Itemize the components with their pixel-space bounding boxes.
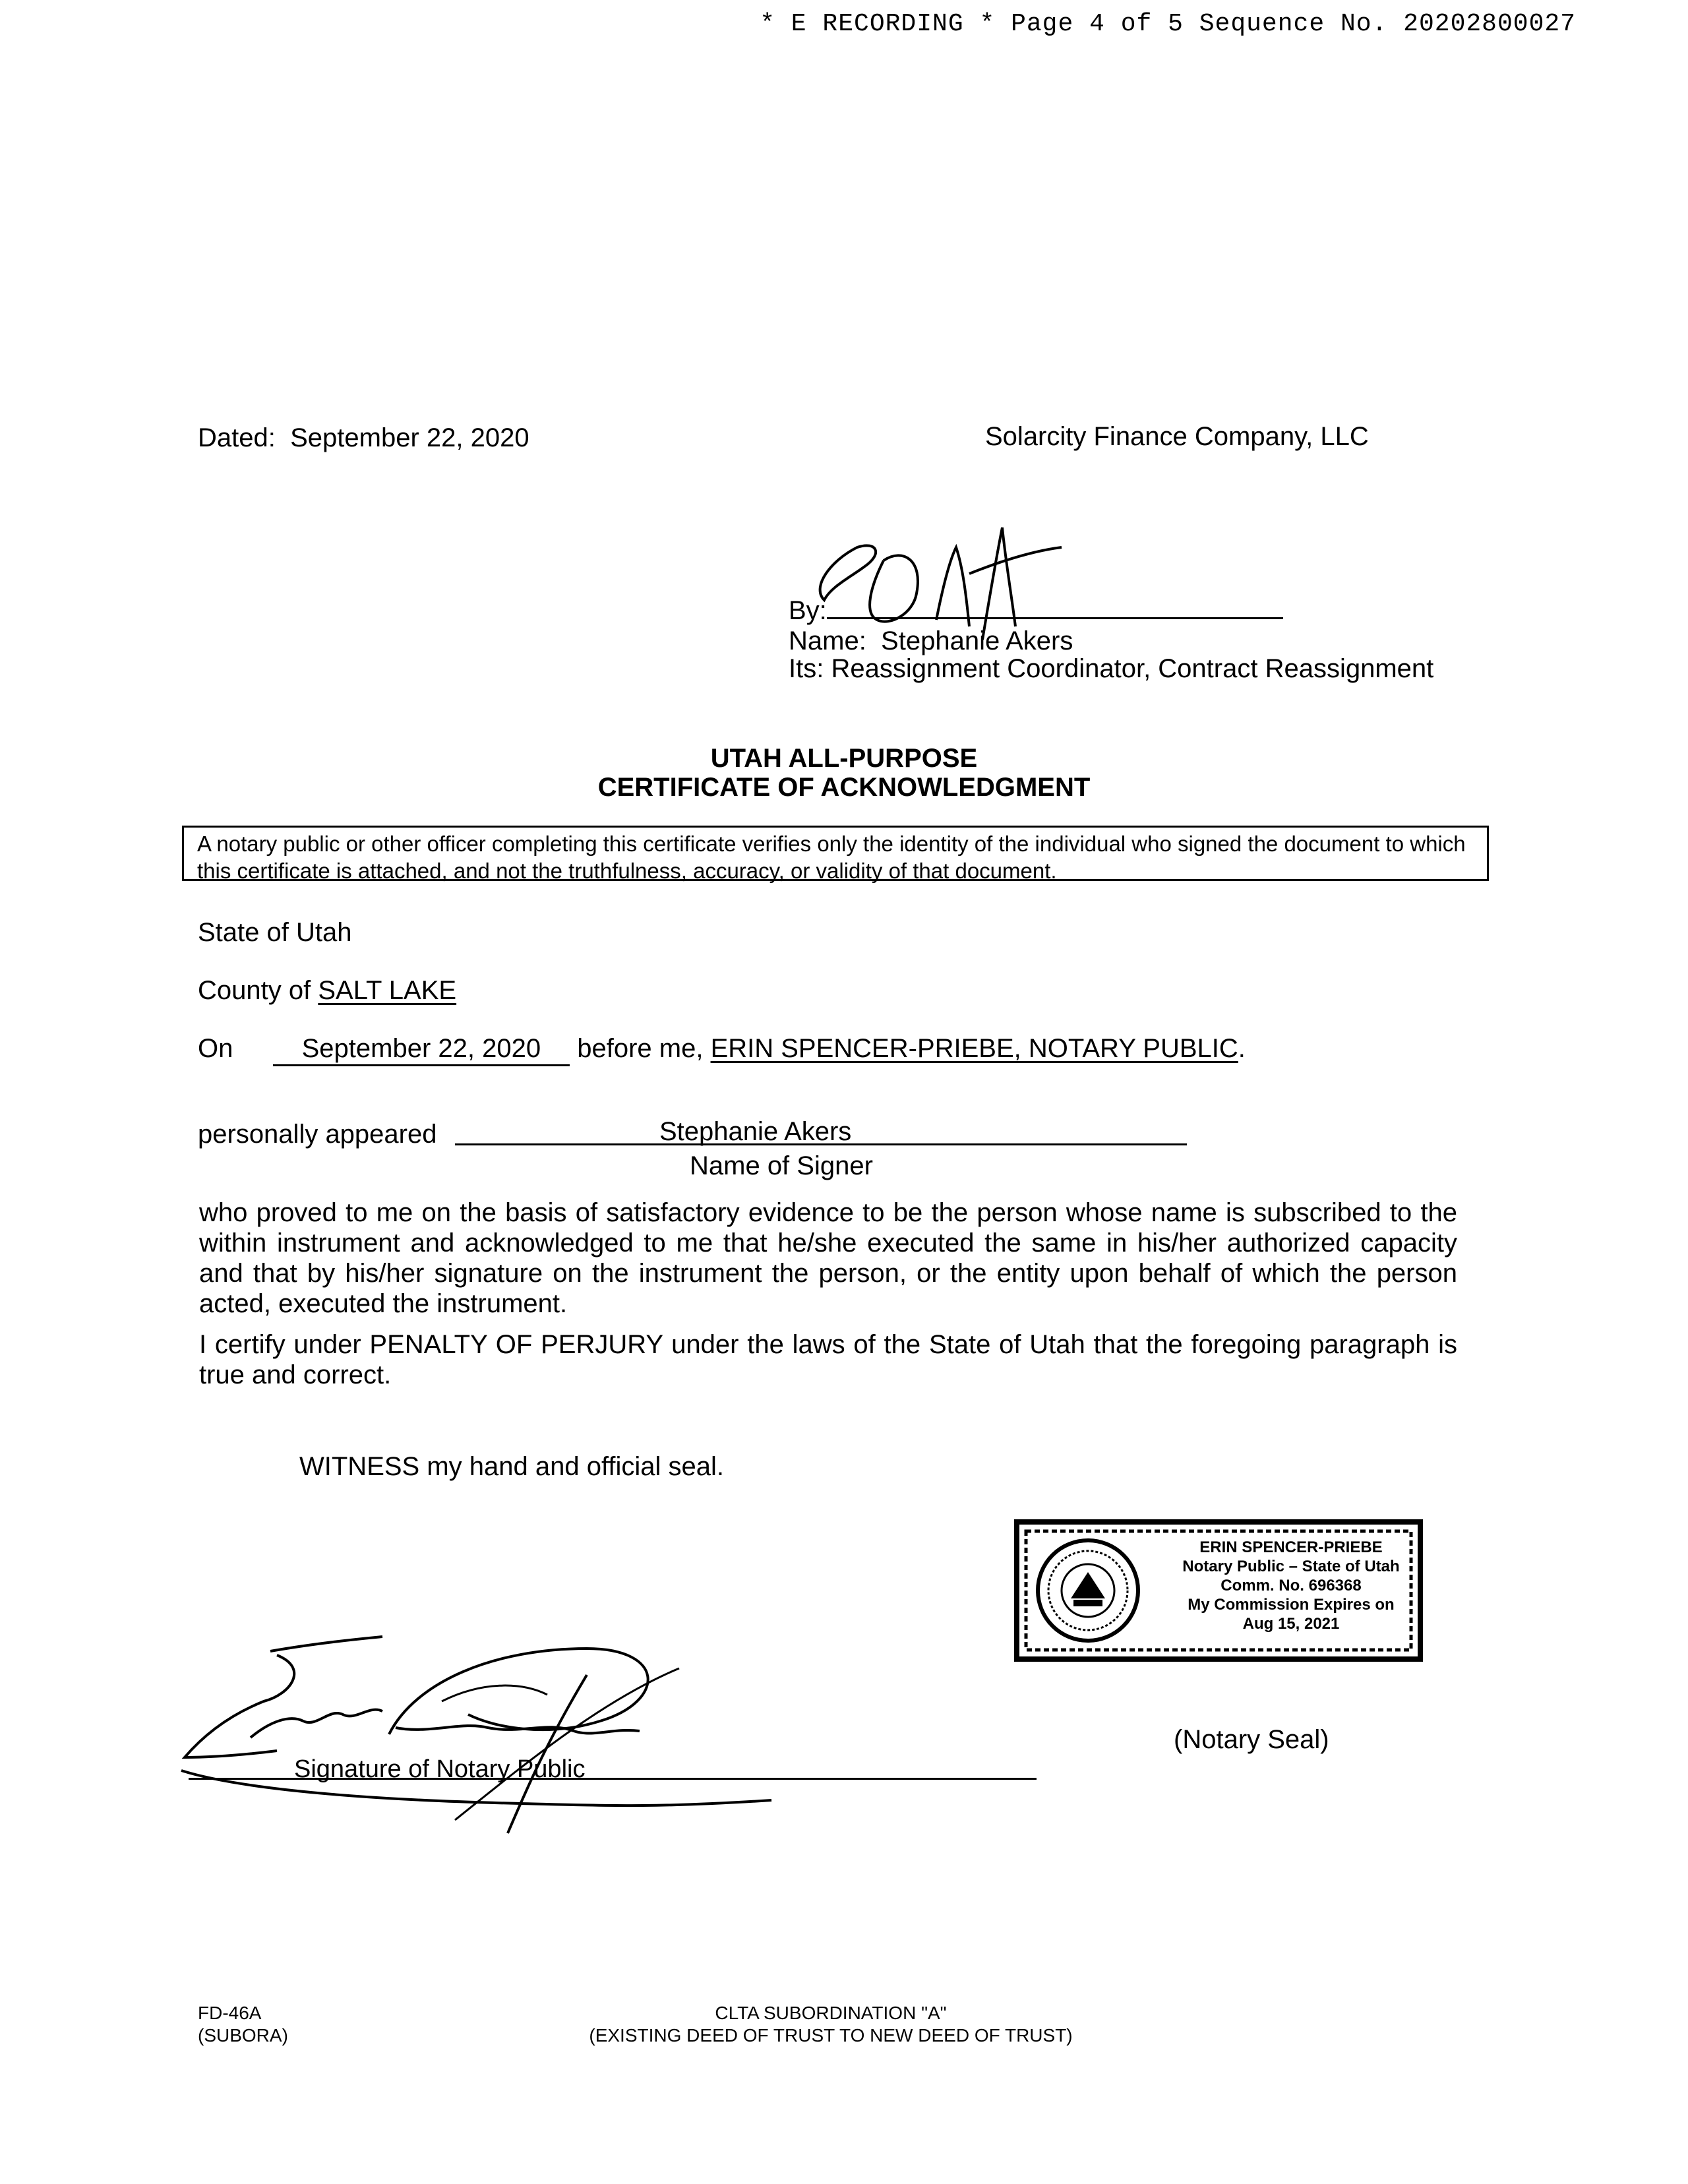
its-value: Reassignment Coordinator, Contract Reassignment: [831, 654, 1434, 683]
its-line: [789, 655, 1433, 682]
name-line: [789, 628, 1073, 654]
county-line: [198, 977, 456, 1004]
notary-seal-text: [1172, 1538, 1410, 1633]
notary-seal-caption: (Notary Seal): [1174, 1725, 1329, 1754]
notary-seal: [1014, 1519, 1423, 1662]
witness-line: WITNESS my hand and official seal.: [299, 1452, 724, 1481]
dated-line: [198, 425, 529, 451]
officer-name: ERIN SPENCER-PRIEBE, NOTARY PUBLIC: [710, 1034, 1238, 1063]
seal-notary-name: ERIN SPENCER-PRIEBE: [1199, 1538, 1383, 1556]
signer-name: Stephanie Akers: [659, 1117, 852, 1146]
notice-text: A notary public or other officer completing this certificate verifies only the identity of the individual who signed the document to which this certificate is attached, and not the truthfulness, accuracy, or validity of that document.: [197, 832, 1466, 883]
on-line: [198, 1035, 1246, 1066]
footer-document-title: [462, 2002, 1200, 2047]
appeared-label: personally appeared: [198, 1120, 437, 1149]
on-date: September 22, 2020: [273, 1035, 570, 1066]
seal-expires-label: My Commission Expires on: [1188, 1596, 1395, 1614]
dated-value: September 22, 2020: [290, 423, 529, 452]
its-label: Its:: [789, 654, 824, 683]
before-me-label: before me,: [577, 1034, 704, 1063]
footer-form-code: [198, 2002, 288, 2047]
certificate-title-line1: UTAH ALL-PURPOSE: [710, 744, 978, 773]
doc-subtitle: (EXISTING DEED OF TRUST TO NEW DEED OF TRUST): [589, 2025, 1073, 2046]
state-line: State of Utah: [198, 918, 352, 947]
dated-label: Dated:: [198, 423, 276, 452]
perjury-paragraph: I certify under PENALTY OF PERJURY under the laws of the State of Utah that the foregoing paragraph is true and correct.: [199, 1330, 1457, 1389]
by-line: [789, 597, 1283, 624]
county-value: SALT LAKE: [318, 976, 457, 1005]
form-code: FD-46A: [198, 2003, 262, 2023]
on-label: On: [198, 1034, 233, 1063]
recording-header: * E RECORDING * Page 4 of 5 Sequence No. 20202800027: [760, 10, 1576, 38]
notice-box: [182, 826, 1489, 881]
certificate-title-line2: CERTIFICATE OF ACKNOWLEDGMENT: [597, 773, 1091, 802]
acknowledgment-paragraph: who proved to me on the basis of satisfactory evidence to be the person whose name is subscribed to the within instrument and acknowledged to me that he/she executed the same in his/her authorized capacity and that by his/her signature on the instrument the person, or the entity upon behalf of which the person acted, executed the instrument.: [199, 1198, 1457, 1318]
form-sub: (SUBORA): [198, 2025, 288, 2046]
by-label: By:: [789, 596, 827, 625]
seal-notary-title: Notary Public – State of Utah: [1182, 1558, 1400, 1575]
county-label: County of: [198, 976, 311, 1005]
company-name: Solarcity Finance Company, LLC: [985, 422, 1369, 451]
name-value: Stephanie Akers: [881, 626, 1073, 655]
officer-period: .: [1238, 1034, 1246, 1063]
signer-caption: Name of Signer: [690, 1151, 873, 1180]
doc-title: CLTA SUBORDINATION "A": [715, 2003, 947, 2023]
notary-signature: [178, 1622, 903, 1846]
seal-commission: Comm. No. 696368: [1221, 1577, 1362, 1594]
name-label: Name:: [789, 626, 866, 655]
seal-expires-date: Aug 15, 2021: [1242, 1615, 1340, 1633]
notary-signature-caption: Signature of Notary Public: [294, 1755, 586, 1783]
by-signature-line: [827, 597, 1283, 619]
